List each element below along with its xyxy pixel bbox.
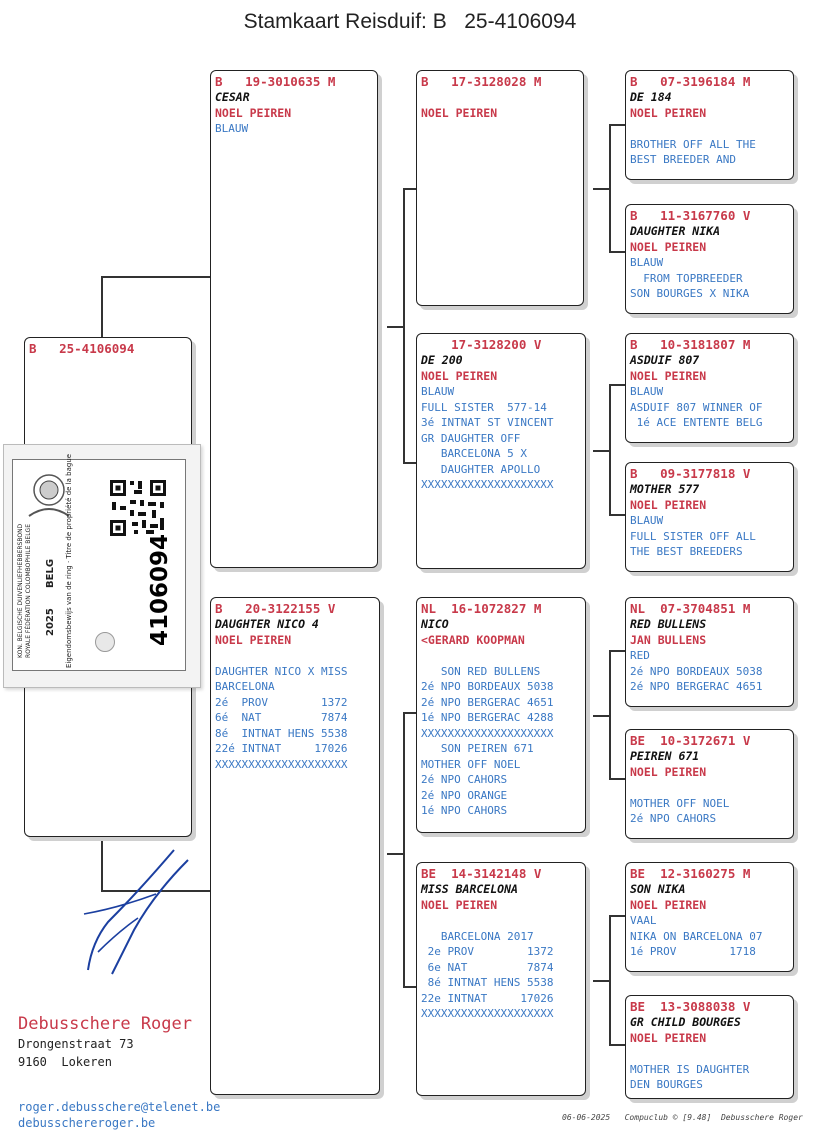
connector-line [609,650,611,779]
dsd-info [630,780,789,827]
tag-federation-line-2: ROYALE FÉDÉRATION COLOMBOPHILE BELGE [25,524,32,658]
dds-name: SON NIKA [630,882,686,896]
dss-ring: NL 07-3704851 M [630,601,751,616]
dss-info [630,648,789,695]
dam-sire-card [416,597,586,833]
info-line: 2é NPO BORDEAUX 5038 [421,680,554,693]
info-line: 22é INTNAT 17026 [215,742,348,755]
sire-owner: NOEL PEIREN [215,106,292,120]
info-line: XXXXXXXXXXXXXXXXXXXX [421,478,554,491]
sdd-ring: B 09-3177818 V [630,466,751,481]
connector-line [593,715,610,717]
tag-eyelet [95,632,115,652]
sdd-owner: NOEL PEIREN [630,498,707,512]
info-line [630,1046,789,1062]
breeder-street: Drongenstraat 73 [18,1037,134,1051]
sire-sire-name [421,90,579,105]
connector-line [403,188,405,463]
sire-dam-ring: 17-3128200 V [421,337,542,352]
info-line: DEN BOURGES [630,1078,703,1091]
info-line: BLAUW [630,256,664,269]
dam-owner: NOEL PEIREN [215,633,292,647]
connector-line [593,980,610,982]
dam-sire-info [421,648,581,819]
info-line: XXXXXXXXXXXXXXXXXXXX [421,1007,554,1020]
sss-owner: NOEL PEIREN [630,106,707,120]
dam-card [210,597,380,1095]
info-line: 22e INTNAT 17026 [421,991,554,1005]
breeder-website[interactable]: debusschereroger.be [18,1116,156,1130]
ssd-info [630,255,789,302]
tag-card [12,453,186,671]
info-line: SON PEIREN 671 [421,742,534,755]
connector-line [403,712,405,987]
info-line: SON BOURGES X NIKA [630,287,750,300]
info-line: 1é PROV 1718 [630,945,756,958]
dsd-name: PEIREN 671 [630,749,700,763]
info-line [630,121,789,137]
connector-line [387,326,404,328]
info-line: 1é NPO BERGERAC 4288 [421,711,554,724]
qr-code-icon [108,478,168,538]
info-line: GR DAUGHTER OFF [421,431,521,445]
info-line: FROM TOPBREEDER [630,271,743,285]
info-line: ASDUIF 807 WINNER OF [630,400,763,414]
info-line: 2é NPO BERGERAC 4651 [630,680,763,693]
info-line: 8é INTNAT HENS 5538 [215,726,348,740]
dam-sire-name: NICO [421,617,449,631]
tag-country: BELG [45,558,56,588]
info-line: BLAUW [630,385,664,398]
connector-line [609,915,611,1045]
subject-ring: B 25-4106094 [29,341,135,356]
sire-sire-ring: B 17-3128028 M [421,74,542,89]
sire-ring: B 19-3010635 M [215,74,336,89]
ddd-info [630,1046,789,1093]
info-line: 2e PROV 1372 [421,945,554,958]
info-line: BARCELONA 2017 [421,929,534,943]
dsd-card [625,729,794,839]
info-line: MOTHER OFF NOEL [421,757,521,771]
info-line: 2é NPO ORANGE [421,788,508,802]
info-line: BROTHER OFF ALL THE [630,137,756,151]
info-line: BEST BREEDER AND [630,153,736,166]
sire-sire-card [416,70,584,306]
print-note: 06-06-2025 Compuclub © [9.48] Debusschere Roger [562,1113,803,1122]
info-line: MOTHER IS DAUGHTER [630,1062,750,1076]
info-line: THE BEST BREEDERS [630,545,743,558]
connector-line [387,853,404,855]
info-line: NIKA ON BARCELONA 07 [630,929,763,943]
sds-card [625,333,794,443]
dam-dam-owner: NOEL PEIREN [421,898,498,912]
ddd-name: GR CHILD BOURGES [630,1015,741,1029]
info-line [215,648,375,664]
sire-name: CESAR [215,90,250,104]
dam-dam-info [421,913,581,1022]
sds-owner: NOEL PEIREN [630,369,707,383]
page-title: Stamkaart Reisduif: B 25-4106094 [243,10,577,33]
info-line: RED [630,649,650,662]
dam-sire-owner: <GERARD KOOPMAN [421,633,525,647]
ring-ownership-tag [3,444,201,688]
connector-line [101,276,211,278]
connector-line [593,188,610,190]
sds-ring: B 10-3181807 M [630,337,751,352]
ddd-ring: BE 13-3088038 V [630,999,751,1014]
info-line: 8é INTNAT HENS 5538 [421,976,554,989]
dam-dam-ring: BE 14-3142148 V [421,866,542,881]
dds-card [625,862,794,972]
info-line: 2é NPO BERGERAC 4651 [421,695,554,709]
sire-card [210,70,378,568]
info-line: 6e NAT 7874 [421,960,554,974]
dam-name: DAUGHTER NICO 4 [215,617,319,631]
info-line: 3é INTNAT ST VINCENT [421,416,554,429]
info-line: 6é NAT 7874 [215,711,348,724]
ssd-card [625,204,794,314]
ddd-card [625,995,794,1099]
breeder-city: 9160 Lokeren [18,1055,112,1069]
dam-info [215,648,375,772]
info-line: BARCELONA [215,680,275,693]
sire-dam-card [416,333,586,569]
sds-info [630,384,789,431]
connector-line [609,124,611,252]
sire-dam-owner: NOEL PEIREN [421,369,498,383]
sss-ring: B 07-3196184 M [630,74,751,89]
info-line: 1é ACE ENTENTE BELG [630,416,763,429]
info-line: VAAL [630,914,657,927]
sire-info [215,121,373,137]
tag-number: 4106094 [147,533,173,646]
info-line: 2é NPO CAHORS [630,812,717,825]
info-line: XXXXXXXXXXXXXXXXXXXX [421,726,554,740]
sire-sire-owner: NOEL PEIREN [421,106,498,120]
dds-owner: NOEL PEIREN [630,898,707,912]
sire-dam-info [421,384,581,493]
info-line: BLAUW [421,385,455,398]
dsd-owner: NOEL PEIREN [630,765,707,779]
ssd-ring: B 11-3167760 V [630,208,751,223]
info-line: 1é NPO CAHORS [421,804,508,817]
dam-sire-ring: NL 16-1072827 M [421,601,542,616]
sdd-card [625,462,794,572]
info-line [421,648,581,664]
ddd-owner: NOEL PEIREN [630,1031,707,1045]
dss-card [625,597,794,707]
info-line: BLAUW [215,122,249,135]
dam-dam-name: MISS BARCELONA [421,882,518,896]
info-line: MOTHER OFF NOEL [630,796,730,810]
sdd-info [630,513,789,560]
info-line: SON RED BULLENS [421,664,541,678]
info-line: FULL SISTER 577-14 [421,400,547,414]
tag-ownership-text: Eigendomsbewijs van de ring · Titre de propriété de la bague [65,453,73,668]
ssd-name: DAUGHTER NIKA [630,224,721,238]
sds-name: ASDUIF 807 [630,353,700,367]
connector-line [609,384,611,515]
info-line: 2é PROV 1372 [215,695,348,709]
sss-info [630,121,789,168]
breeder-email[interactable]: roger.debusschere@telenet.be [18,1100,221,1114]
dss-name: RED BULLENS [630,617,707,631]
info-line: BARCELONA 5 X [421,447,527,460]
sss-name: DE 184 [630,90,672,104]
signature-icon [78,842,218,982]
info-line [421,913,581,929]
info-line [630,780,789,796]
sss-card [625,70,794,180]
info-line: DAUGHTER NICO X MISS [215,664,348,678]
tag-federation-line-1: KON. BELGISCHE DUIVENLIEFHEBBERSBOND [17,523,24,658]
connector-line [101,276,103,338]
ssd-owner: NOEL PEIREN [630,240,707,254]
connector-line [593,450,610,452]
dsd-ring: BE 10-3172671 V [630,733,751,748]
info-line: DAUGHTER APOLLO [421,462,541,476]
dds-ring: BE 12-3160275 M [630,866,751,881]
dam-ring: B 20-3122155 V [215,601,336,616]
dam-dam-card [416,862,586,1096]
sdd-name: MOTHER 577 [630,482,700,496]
dds-info [630,913,789,960]
info-line: FULL SISTER OFF ALL [630,529,756,543]
tag-year: 2025 [45,608,56,636]
info-line: 2é NPO BORDEAUX 5038 [630,664,763,678]
dss-owner: JAN BULLENS [630,633,707,647]
info-line: XXXXXXXXXXXXXXXXXXXX [215,757,348,771]
breeder-name: Debusschere Roger [18,1014,192,1034]
info-line: BLAUW [630,514,664,527]
info-line: 2é NPO CAHORS [421,773,508,786]
sire-dam-name: DE 200 [421,353,463,367]
